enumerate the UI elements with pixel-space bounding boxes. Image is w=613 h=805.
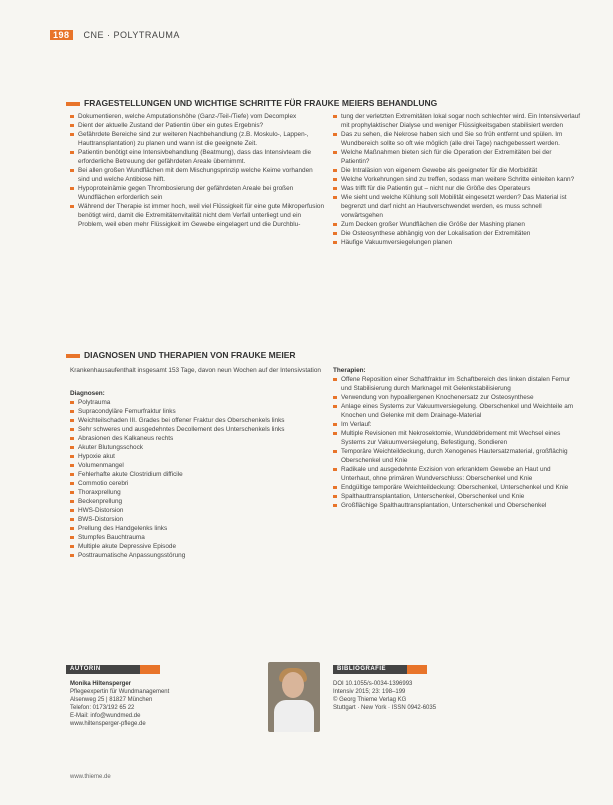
author-name: Monika Hiltensperger: [70, 681, 132, 687]
list-item: Anlage eines Systems zur Vakuumversiegelung. Oberschenkel und Weichteile am Knochen und Gelenke mit dem Drainage-Material: [333, 402, 581, 420]
info-line: Alsenweg 25 | 81827 München: [70, 697, 153, 703]
list-item: Dokumentieren, welche Amputationshöhe (Ganz-/Teil-/Tiefe) vom Decomplex: [70, 112, 325, 121]
list-item: Weichteilschaden III. Grades bei offener Fraktur des Oberschenkels links: [70, 416, 325, 425]
info-line: Pflegeexpertin für Wundmanagement: [70, 689, 170, 695]
section1-right-column: [333, 112, 581, 247]
running-header: [50, 30, 180, 40]
list-item: Multiple akute Depressive Episode: [70, 542, 325, 551]
author-box: [70, 680, 250, 728]
list-item: Multiple Revisionen mit Nekrosektomie, Wunddébridement mit Wechsel eines Systems zur Vakuumversiegelung, Befestigung, Sondieren: [333, 429, 581, 447]
list-item: Im Verlauf:: [333, 420, 581, 429]
list-item: Prellung des Handgelenks links: [70, 524, 325, 533]
list-item: Akuter Blutungsschock: [70, 443, 325, 452]
heading-accent: [66, 354, 80, 358]
list-item: Die Osteosynthese abhängig von der Lokalisation der Extremitäten: [333, 229, 581, 238]
list-item: HWS-Distorsion: [70, 506, 325, 515]
info-line: www.hiltensperger-pflege.de: [70, 721, 146, 727]
section1-left-column: [70, 112, 325, 229]
list-item: Während der Therapie ist immer hoch, weil viel Flüssigkeit für eine gute Mikroperfusion benötigt wird, damit die Extremitätenvitalität nicht dem Verfall unterliegt und ein Problem, weil eben mehr Flüssigkeit im Gewebe eingelagert und die Durchblu-: [70, 202, 325, 229]
list-item: Hypoproteinämie gegen Thrombosierung der gefährdeten Areale bei großen Wundflächen erforderlich sein: [70, 184, 325, 202]
info-line: E-Mail: info@wundmed.de: [70, 713, 141, 719]
list-item: Bei allen großen Wundflächen mit dem Mischungsprinzip welche Keime vorhanden sind und welche Antibiose hilft.: [70, 166, 325, 184]
list-item: Stumpfes Bauchtrauma: [70, 533, 325, 542]
info-line: Stuttgart · New York · ISSN 0942-6035: [333, 705, 437, 711]
list-item: Thoraxprellung: [70, 488, 325, 497]
author-label: AUTORIN: [66, 665, 160, 674]
list-item: Sehr schweres und ausgedehntes Decollement des Unterschenkels links: [70, 425, 325, 434]
diagnoses-heading: Diagnosen:: [70, 390, 105, 397]
page-number: 198: [50, 30, 73, 40]
list-item: Temporäre Weichteildeckung, durch Xenogenes Hautersatzmaterial, großflächig Oberschenkel und Knie: [333, 447, 581, 465]
list-item: Polytrauma: [70, 398, 325, 407]
info-line: Telefon: 0173/192 65 22: [70, 705, 135, 711]
therapies-heading: Therapien:: [333, 367, 366, 374]
list-item: Verwendung von hypoallergenen Knochenersatz zur Osteosynthese: [333, 393, 581, 402]
list-item: Radikale und ausgedehnte Exzision von erkranktem Gewebe an Haut und Unterhaut, ohne primären Wundverschluss: Oberschenkel und Knie: [333, 465, 581, 483]
section2-right-column: [333, 366, 581, 510]
bibliography-label: BIBLIOGRAFIE: [333, 665, 427, 674]
section2-heading: DIAGNOSEN UND THERAPIEN VON FRAUKE MEIER: [66, 350, 296, 360]
section2-left-column: [70, 366, 325, 560]
author-photo: [268, 662, 320, 732]
intro-text: Krankenhausaufenthalt insgesamt 153 Tage, davon neun Wochen auf der Intensivstation: [70, 367, 321, 374]
list-item: Volumenmangel: [70, 461, 325, 470]
list-item: Dient der aktuelle Zustand der Patientin über ein gutes Ergebnis?: [70, 121, 325, 130]
heading-accent: [66, 102, 80, 106]
list-item: Commotio cerebri: [70, 479, 325, 488]
list-item: Hypoxie akut: [70, 452, 325, 461]
list-item: Zum Decken großer Wundflächen die Größe der Mashing planen: [333, 220, 581, 229]
section1-heading: FRAGESTELLUNGEN UND WICHTIGE SCHRITTE FÜR FRAUKE MEIERS BEHANDLUNG: [66, 98, 437, 108]
list-item: Fehlerhafte akute Clostridium difficile: [70, 470, 325, 479]
list-item: BWS-Distorsion: [70, 515, 325, 524]
list-item: Was trifft für die Patientin gut – nicht nur die Größe des Operateurs: [333, 184, 581, 193]
list-item: Supracondyläre Femurfraktur links: [70, 407, 325, 416]
list-item: Großflächige Spalthauttransplantation, Unterschenkel und Oberschenkel: [333, 501, 581, 510]
running-title: CNE · POLYTRAUMA: [83, 30, 180, 40]
info-line: DOI 10.1055/s-0034-1396993: [333, 681, 413, 687]
list-item: Gefährdete Bereiche sind zur weiteren Nachbehandlung (z.B. Moskulo-, Lappen-, Hauttransplantation) zu planen und wann ist die geeignete Zeit.: [70, 130, 325, 148]
list-item: Posttraumatische Anpassungsstörung: [70, 551, 325, 560]
list-item: Endgültige temporäre Weichteildeckung: Oberschenkel, Unterschenkel und Knie: [333, 483, 581, 492]
list-item: Wie sieht und welche Kühlung soll Mobilität eingesetzt werden? Das Material ist begrenzt und darf nicht an Hautverschwendet werden, es muss schnell vorwärtsgehen: [333, 193, 581, 220]
list-item: Spalthauttransplantation, Unterschenkel, Oberschenkel und Knie: [333, 492, 581, 501]
footer-url[interactable]: www.thieme.de: [70, 774, 111, 780]
list-item: tung der verletzten Extremitäten lokal sogar noch schlechter wird. Ein Intensivverlauf mit prophylaktischer Dialyse und weniger Flüssigkeitsgaben stabilisiert werden: [333, 112, 581, 130]
info-line: Intensiv 2015; 23: 198–199: [333, 689, 406, 695]
bibliography-box: [333, 680, 573, 712]
list-item: Das zu sehen, die Nekrose haben sich und Sie so früh entfernt und spülen. Im Wundbereich sollte so oft wie möglich (alle drei Tage) nachgebessert werden.: [333, 130, 581, 148]
list-item: Die Intraläsion von eigenem Gewebe als geeigneter für die Morbidität: [333, 166, 581, 175]
list-item: Welche Vorkehrungen sind zu treffen, sodass man weitere Schritte einleiten kann?: [333, 175, 581, 184]
list-item: Abrasionen des Kalkaneus rechts: [70, 434, 325, 443]
list-item: Häufige Vakuumversiegelungen planen: [333, 238, 581, 247]
list-item: Beckenprellung: [70, 497, 325, 506]
list-item: Patientin benötigt eine Intensivbehandlung (Beatmung), dass das Intensivteam die erforderliche Betreuung der gefährdeten Areale übernimmt.: [70, 148, 325, 166]
list-item: Offene Reposition einer Schaftfraktur im Schaftbereich des linken distalen Femur und Stabilisierung durch Marknagel mit Gelenkstabilisierung: [333, 375, 581, 393]
info-line: © Georg Thieme Verlag KG: [333, 697, 407, 703]
list-item: Welche Maßnahmen bieten sich für die Operation der Extremitäten bei der Patientin?: [333, 148, 581, 166]
